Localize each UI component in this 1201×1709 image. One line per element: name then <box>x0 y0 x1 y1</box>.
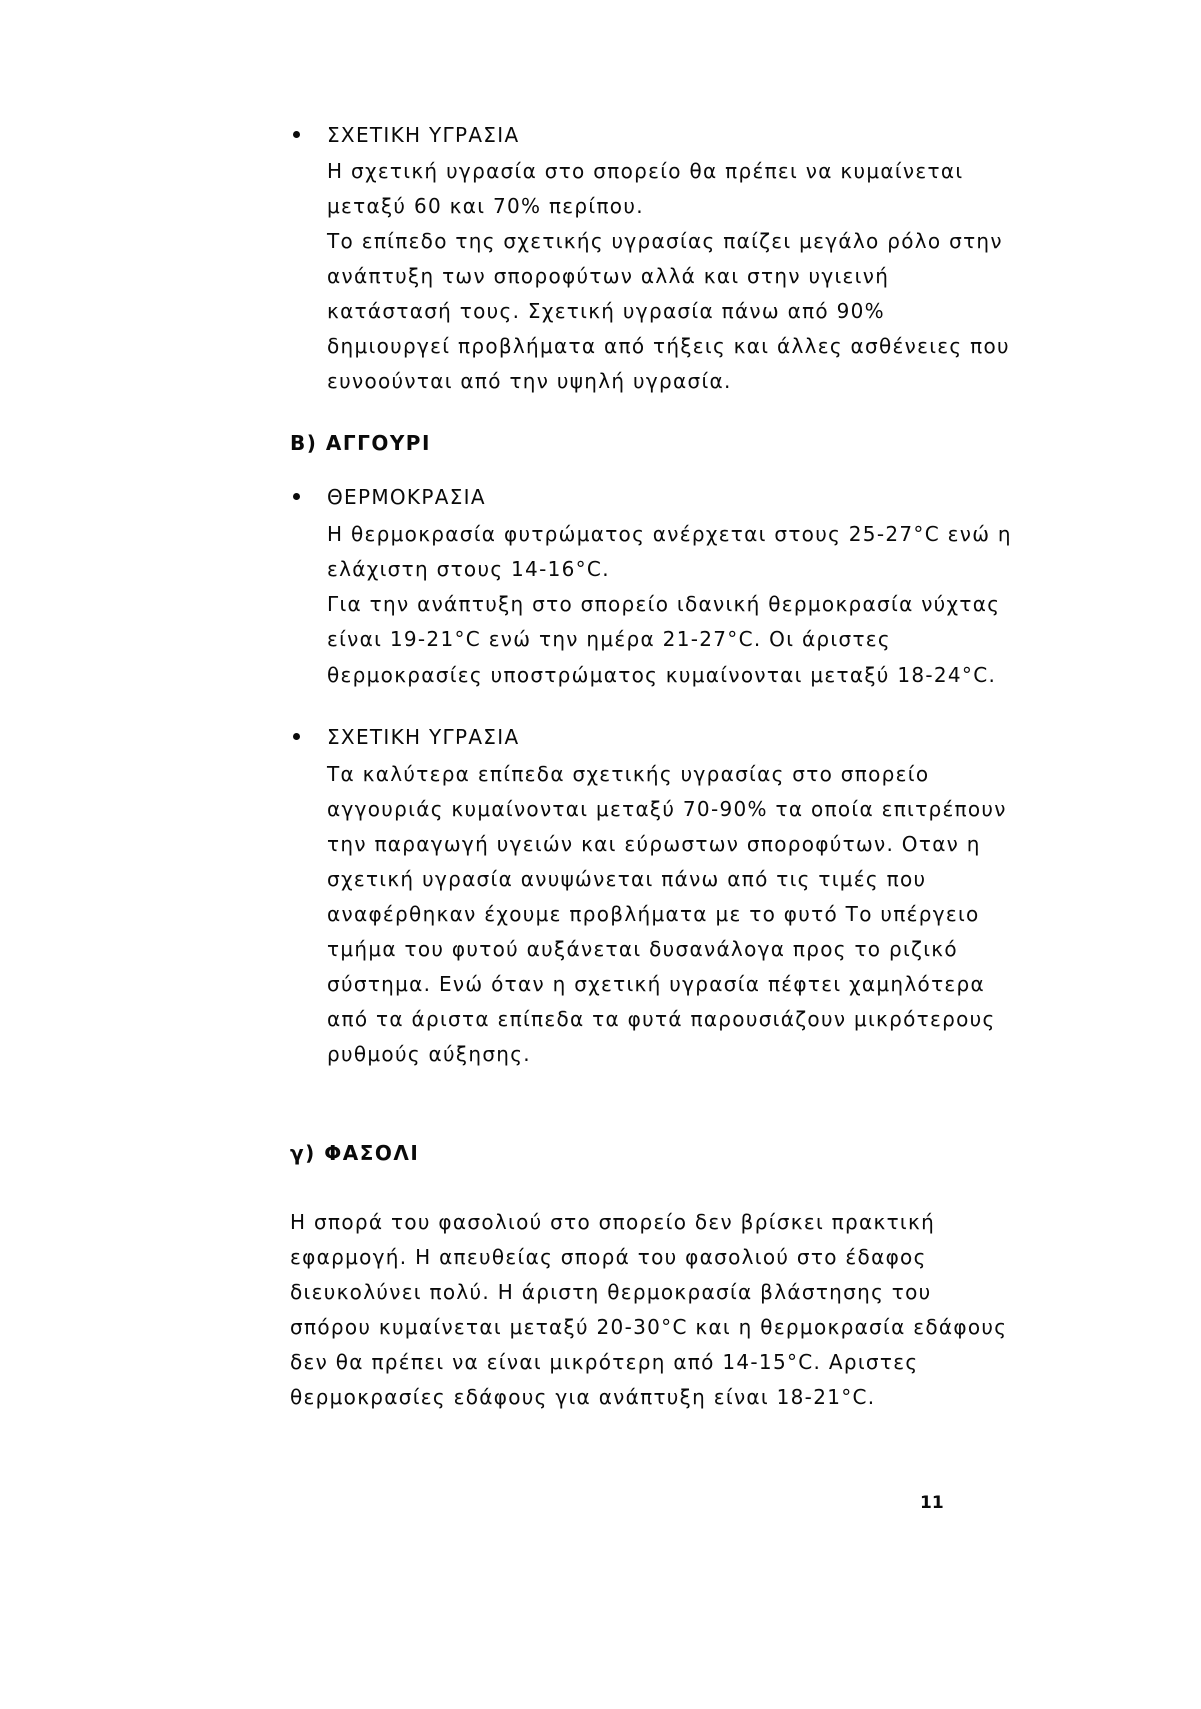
paragraph-line: αγγουριάς κυμαίνονται μεταξύ 70-90% τα οποία επιτρέπουν <box>327 797 1007 821</box>
paragraph-line: ανάπτυξη των σποροφύτων αλλά και στην υγιεινή <box>327 264 890 288</box>
paragraph-line: ελάχιστη στους 14-16°C. <box>327 557 610 581</box>
paragraph-line: δεν θα πρέπει να είναι μικρότερη από 14-15°C. Αριστες <box>290 1350 919 1374</box>
paragraph-line: εφαρμογή. Η απευθείας σπορά του φασολιού στο έδαφος <box>290 1245 927 1269</box>
paragraph-line: θερμοκρασίες εδάφους για ανάπτυξη είναι 18-21°C. <box>290 1385 876 1409</box>
paragraph-line: σχετική υγρασία ανυψώνεται πάνω από τις τιμές που <box>327 867 927 891</box>
paragraph-line: θερμοκρασίες υποστρώματος κυμαίνονται μεταξύ 18-24°C. <box>327 663 997 687</box>
section-title-humidity-2: ΣΧΕΤΙΚΗ ΥΓΡΑΣΙΑ <box>327 725 520 749</box>
paragraph-line: κατάστασή τους. Σχετική υγρασία πάνω από 90% <box>327 299 885 323</box>
bullet-icon <box>293 131 300 138</box>
section-title-temperature: ΘΕΡΜΟΚΡΑΣΙΑ <box>327 485 486 509</box>
paragraph-line: Τα καλύτερα επίπεδα σχετικής υγρασίας στο σπορείο <box>327 762 930 786</box>
paragraph-line: αναφέρθηκαν έχουμε προβλήματα με το φυτό Το υπέργειο <box>327 902 980 926</box>
paragraph-line: σύστημα. Ενώ όταν η σχετική υγρασία πέφτει χαμηλότερα <box>327 972 986 996</box>
paragraph-line: ευνοούνται από την υψηλή υγρασία. <box>327 369 732 393</box>
section-title-humidity-1: ΣΧΕΤΙΚΗ ΥΓΡΑΣΙΑ <box>327 123 520 147</box>
bullet-icon <box>293 733 300 740</box>
paragraph-line: μεταξύ 60 και 70% περίπου. <box>327 194 644 218</box>
paragraph-line: είναι 19-21°C ενώ την ημέρα 21-27°C. Οι άριστες <box>327 627 891 651</box>
section-heading-cucumber: Β) ΑΓΓΟΥΡΙ <box>290 431 431 455</box>
paragraph-line: Η σχετική υγρασία στο σπορείο θα πρέπει να κυμαίνεται <box>327 159 964 183</box>
paragraph-line: ρυθμούς αύξησης. <box>327 1042 531 1066</box>
paragraph-line: δημιουργεί προβλήματα από τήξεις και άλλες ασθένειες που <box>327 334 1010 358</box>
section-heading-bean: γ) ΦΑΣΟΛΙ <box>290 1141 420 1165</box>
paragraph-line: σπόρου κυμαίνεται μεταξύ 20-30°C και η θερμοκρασία εδάφους <box>290 1315 1008 1339</box>
paragraph-line: την παραγωγή υγειών και εύρωστων σποροφύτων. Οταν η <box>327 832 981 856</box>
paragraph-line: Για την ανάπτυξη στο σπορείο ιδανική θερμοκρασία νύχτας <box>327 592 1001 616</box>
paragraph-line: Η σπορά του φασολιού στο σπορείο δεν βρίσκει πρακτική <box>290 1210 936 1234</box>
paragraph-line: από τα άριστα επίπεδα τα φυτά παρουσιάζουν μικρότερους <box>327 1007 996 1031</box>
paragraph-line: διευκολύνει πολύ. Η άριστη θερμοκρασία βλάστησης του <box>290 1280 932 1304</box>
paragraph-line: Το επίπεδο της σχετικής υγρασίας παίζει μεγάλο ρόλο στην <box>327 229 1003 253</box>
bullet-icon <box>293 493 300 500</box>
paragraph-line: Η θερμοκρασία φυτρώματος ανέρχεται στους 25-27°C ενώ η <box>327 522 1012 546</box>
paragraph-line: τμήμα του φυτού αυξάνεται δυσανάλογα προς το ριζικό <box>327 937 958 961</box>
page-number: 11 <box>920 1493 944 1513</box>
